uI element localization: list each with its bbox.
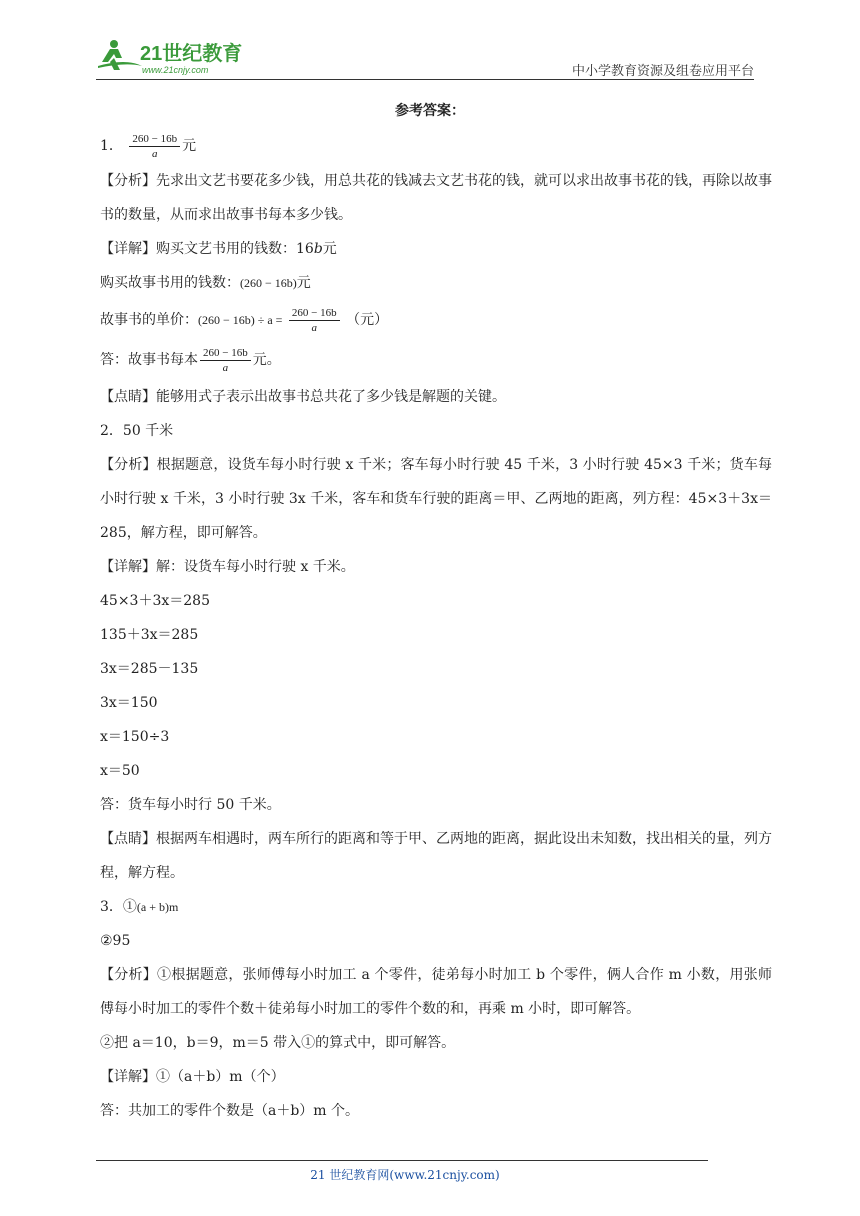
q2-remark: 【点睛】根据两车相遇时，两车所行的距离和等于甲、乙两地的距离，据此设出未知数，找出相关的量，列方程，解方程。 (100, 831, 772, 881)
q1-number: 1． (100, 138, 123, 154)
q1-price-fraction: $\frac{260 - 16b}{a}$ (289, 306, 340, 335)
q3-sub-answer: ②95 (100, 933, 131, 949)
q1-answer (100, 128, 772, 164)
q3-final-answer: 答：共加工的零件个数是（a＋b）m 个。 (100, 1103, 360, 1119)
q1-story-cost: 购买故事书用的钱数：(260 − 16b)元 (100, 275, 311, 291)
q2-step: 45×3＋3x＝285 (100, 593, 210, 609)
q2-step: 135＋3x＝285 (100, 627, 199, 643)
q3-analysis-2: ②把 a＝10，b＝9，m＝5 带入①的算式中，即可解答。 (100, 1035, 456, 1051)
q2-step: x＝150÷3 (100, 729, 170, 745)
q2-detail: 【详解】解：设货车每小时行驶 x 千米。 (100, 559, 355, 575)
q3-detail: 【详解】①（a＋b）m（个） (100, 1069, 285, 1085)
footer-link[interactable]: 21 世纪教育网(www.21cnjy.com) (310, 1168, 500, 1182)
q2-step: 3x＝285－135 (100, 661, 199, 677)
q3-analysis-1: 【分析】①根据题意，张师傅每小时加工 a 个零件，徒弟每小时加工 b 个零件，俩人合作 m 小数，用张师傅每小时加工的零件个数＋徒弟每小时加工的零件个数的和，再乘 m 小时，即可解答。 (100, 967, 772, 1017)
footer-divider (96, 1160, 708, 1161)
q2-final-answer: 答：货车每小时行 50 千米。 (100, 797, 281, 813)
answer-body (100, 128, 772, 1128)
q3-answer: 3．①(a + b)m (100, 899, 179, 915)
page-title: 参考答案： (395, 103, 465, 119)
header-platform-text: 中小学教育资源及组卷应用平台 (571, 64, 754, 79)
q2-step: 3x＝150 (100, 695, 158, 711)
q2-analysis: 【分析】根据题意，设货车每小时行驶 x 千米；客车每小时行驶 45 千米，3 小时行驶 45×3 千米；货车每小时行驶 x 千米，3 小时行驶 3x 千米，客车和货车行驶的距离＝甲、乙两地的距离，列方程：45×3＋3x＝285，解方程，即可解答。 (100, 457, 772, 541)
q1-unit: 元 (182, 138, 197, 154)
q1-fraction: $\frac{260 - 16b}{a}$ (129, 132, 180, 161)
q1-detail: 【详解】购买文艺书用的钱数：16b元 (100, 241, 337, 257)
q1-analysis: 【分析】先求出文艺书要花多少钱，用总共花的钱减去文艺书花的钱，就可以求出故事书花的钱，再除以故事书的数量，从而求出故事书每本多少钱。 (100, 173, 772, 223)
logo-main-text: 21世纪教育 (140, 43, 243, 65)
q1-answer-fraction: $\frac{260 - 16b}{a}$ (200, 346, 251, 375)
q1-final-answer: 答：故事书每本 $\frac{260 - 16b}{a}$ 元。 (100, 346, 281, 374)
q1-unit-price: 故事书的单价：(260 − 16b) ÷ a = $\frac{260 - 16b}{a}$ （元） (100, 306, 389, 334)
q1-remark: 【点睛】能够用式子表示出故事书总共花了多少钱是解题的关键。 (100, 389, 506, 405)
logo-icon (96, 36, 256, 78)
logo-sub-text: www.21cnjy.com (142, 65, 209, 75)
q2-step: x＝50 (100, 763, 140, 779)
q2-answer: 2．50 千米 (100, 423, 174, 439)
header-divider (96, 79, 754, 80)
